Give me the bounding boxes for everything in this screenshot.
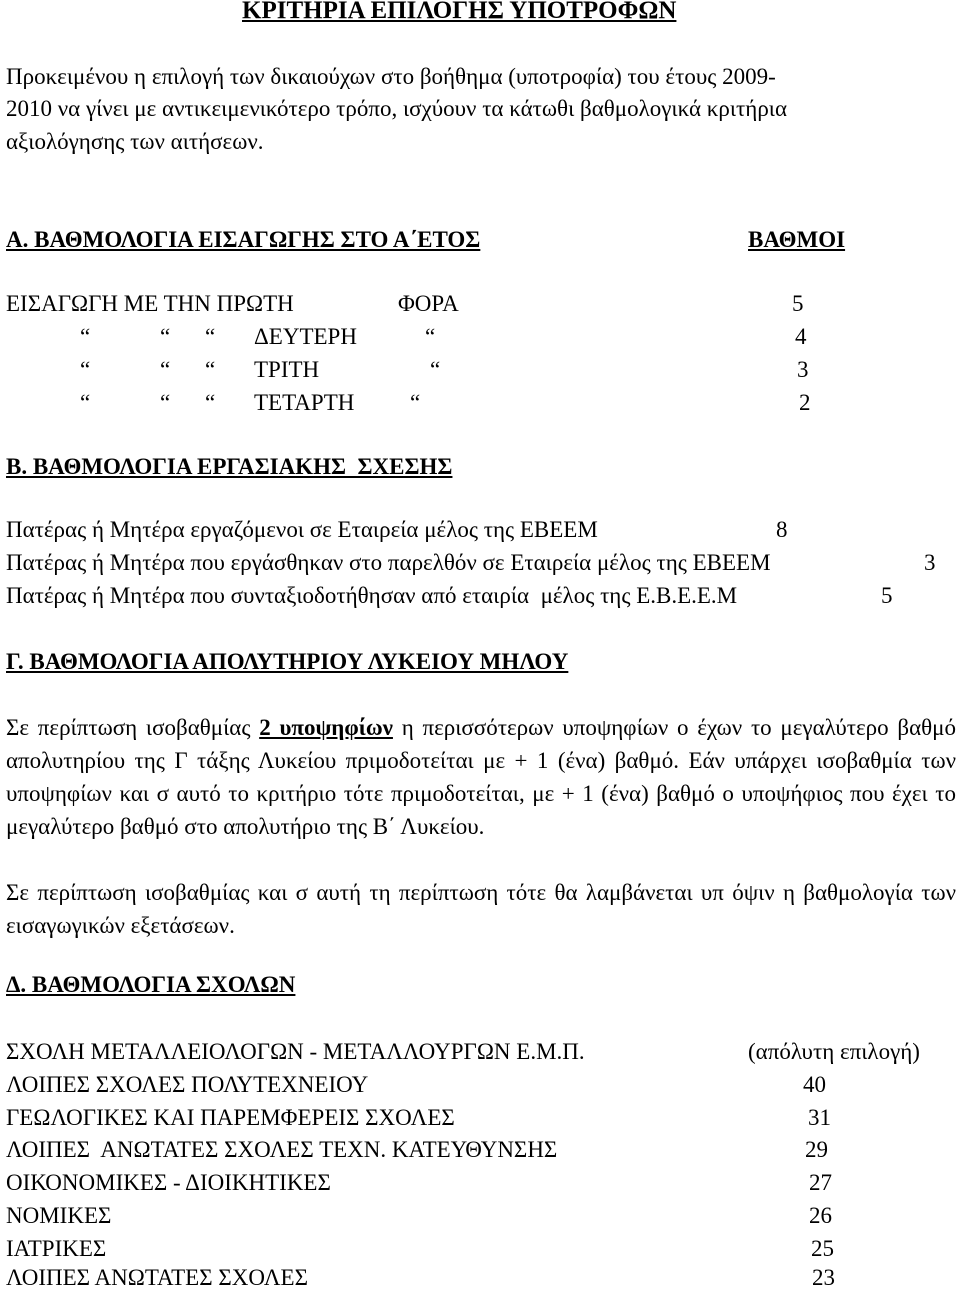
section-a-points-heading: ΒΑΘΜΟΙ [748, 227, 846, 252]
ditto-mark: “ [80, 357, 91, 382]
ditto-mark: “ [205, 357, 216, 382]
ditto-mark: “ [80, 390, 91, 415]
ditto-mark: “ [425, 324, 436, 349]
ditto-mark: “ [80, 324, 91, 349]
emphasis-text: 2 υποψηφίων [259, 715, 393, 740]
school-row-1-name: ΣΧΟΛΗ ΜΕΤΑΛΛΕΙΟΛΟΓΩΝ - ΜΕΤΑΛΛΟΥΡΓΩΝ Ε.Μ.Π. [6, 1039, 585, 1064]
section-a-row-2-word: ΔΕΥΤΕΡΗ [254, 324, 357, 349]
school-row-4-name: ΛΟΙΠΕΣ ΑΝΩΤΑΤΕΣ ΣΧΟΛΕΣ ΤΕΧΝ. ΚΑΤΕΥΘΥΝΣΗΣ [6, 1137, 558, 1162]
page-title: ΚΡΙΤΗΡΙΑ ΕΠΙΛΟΓΗΣ ΥΠΟΤΡΟΦΩΝ [242, 0, 677, 24]
section-a-heading: Α. ΒΑΘΜΟΛΟΓΙΑ ΕΙΣΑΓΩΓΗΣ ΣΤΟ Α΄ΕΤΟΣ [6, 227, 481, 252]
section-a-row-4-value: 2 [799, 390, 811, 415]
section-a-row-1-label: ΕΙΣΑΓΩΓΗ ΜΕ ΤΗΝ ΠΡΩΤΗ [6, 291, 294, 316]
paragraph-text: Σε περίπτωση ισοβαθμίας [6, 715, 260, 740]
school-row-3-name: ΓΕΩΛΟΓΙΚΕΣ ΚΑΙ ΠΑΡΕΜΦΕΡΕΙΣ ΣΧΟΛΕΣ [6, 1105, 455, 1130]
section-b-row-1-value: 8 [776, 517, 788, 542]
ditto-mark: “ [410, 390, 421, 415]
section-d-heading: Δ. ΒΑΘΜΟΛΟΓΙΑ ΣΧΟΛΩΝ [6, 972, 296, 997]
section-a-row-3-value: 3 [797, 357, 809, 382]
ditto-mark: “ [430, 357, 441, 382]
school-row-2-name: ΛΟΙΠΕΣ ΣΧΟΛΕΣ ΠΟΛΥΤΕΧΝΕΙΟΥ [6, 1072, 369, 1097]
section-b-row-3-value: 5 [881, 583, 893, 608]
school-row-4-value: 29 [805, 1137, 828, 1162]
section-c-heading: Γ. ΒΑΘΜΟΛΟΓΙΑ ΑΠΟΛΥΤΗΡΙΟΥ ΛΥΚΕΙΟΥ ΜΗΛΟΥ [6, 649, 569, 674]
ditto-mark: “ [160, 324, 171, 349]
school-row-5-value: 27 [809, 1170, 832, 1195]
school-row-7-name: ΙΑΤΡΙΚΕΣ [6, 1236, 107, 1261]
school-row-6-value: 26 [809, 1203, 832, 1228]
section-b-row-2-value: 3 [924, 550, 936, 575]
school-row-3-value: 31 [808, 1105, 831, 1130]
section-b-row-2-text: Πατέρας ή Μητέρα που εργάσθηκαν στο παρελθόν σε Εταιρεία μέλος της ΕΒΕΕΜ [6, 550, 771, 575]
school-row-5-name: ΟΙΚΟΝΟΜΙΚΕΣ - ΔΙΟΙΚΗΤΙΚΕΣ [6, 1170, 331, 1195]
school-row-2-value: 40 [803, 1072, 826, 1097]
section-b-row-1-text: Πατέρας ή Μητέρα εργαζόμενοι σε Εταιρεία μέλος της ΕΒΕΕΜ [6, 517, 598, 542]
school-row-1-value: (απόλυτη επιλογή) [748, 1039, 920, 1064]
section-a-row-1-value: 5 [792, 291, 804, 316]
section-c-paragraph-1 [6, 711, 956, 843]
intro-line-3: αξιολόγησης των αιτήσεων. [6, 129, 264, 154]
section-b-heading: Β. ΒΑΘΜΟΛΟΓΙΑ ΕΡΓΑΣΙΑΚΗΣ ΣΧΕΣΗΣ [6, 454, 453, 479]
ditto-mark: “ [160, 357, 171, 382]
intro-line-1: Προκειμένου η επιλογή των δικαιούχων στο βοήθημα (υποτροφία) του έτους 2009- [6, 64, 776, 89]
section-a-row-4-word: ΤΕΤΑΡΤΗ [254, 390, 355, 415]
school-row-8-name: ΛΟΙΠΕΣ ΑΝΩΤΑΤΕΣ ΣΧΟΛΕΣ [6, 1265, 308, 1290]
paragraph-text: η περισσότερων υποψηφίων ο έχων το μεγαλύτερο βαθμό απολυτηρίου της Γ τάξης Λυκείου πριμοδοτείται με + 1 (ένα) βαθμό. Εάν υπάρχει ισοβαθμία των υποψηφίων και σ αυτό το κριτήριο τότε πριμοδοτείται, με + 1 (ένα) βαθμό ο υποψήφιος που έχει το μεγαλύτερο βαθμό στο απολυτήριο της Β΄ Λυκείου. [6, 715, 956, 839]
school-row-6-name: ΝΟΜΙΚΕΣ [6, 1203, 112, 1228]
ditto-mark: “ [160, 390, 171, 415]
school-row-8-value: 23 [812, 1265, 835, 1290]
section-b-row-3-text: Πατέρας ή Μητέρα που συνταξιοδοτήθησαν από εταιρία μέλος της Ε.Β.Ε.Ε.Μ [6, 583, 738, 608]
section-c-paragraph-2: Σε περίπτωση ισοβαθμίας και σ αυτή τη περίπτωση τότε θα λαμβάνεται υπ όψιν η βαθμολογία των εισαγωγικών εξετάσεων. [6, 880, 956, 938]
section-a-row-3-word: ΤΡΙΤΗ [254, 357, 320, 382]
intro-line-2: 2010 να γίνει με αντικειμενικότερο τρόπο, ισχύουν τα κάτωθι βαθμολογικά κριτήρια [6, 96, 788, 121]
section-a-row-1-word: ΦΟΡΑ [398, 291, 459, 316]
ditto-mark: “ [205, 390, 216, 415]
school-row-7-value: 25 [811, 1236, 834, 1261]
section-a-row-2-value: 4 [795, 324, 807, 349]
ditto-mark: “ [205, 324, 216, 349]
